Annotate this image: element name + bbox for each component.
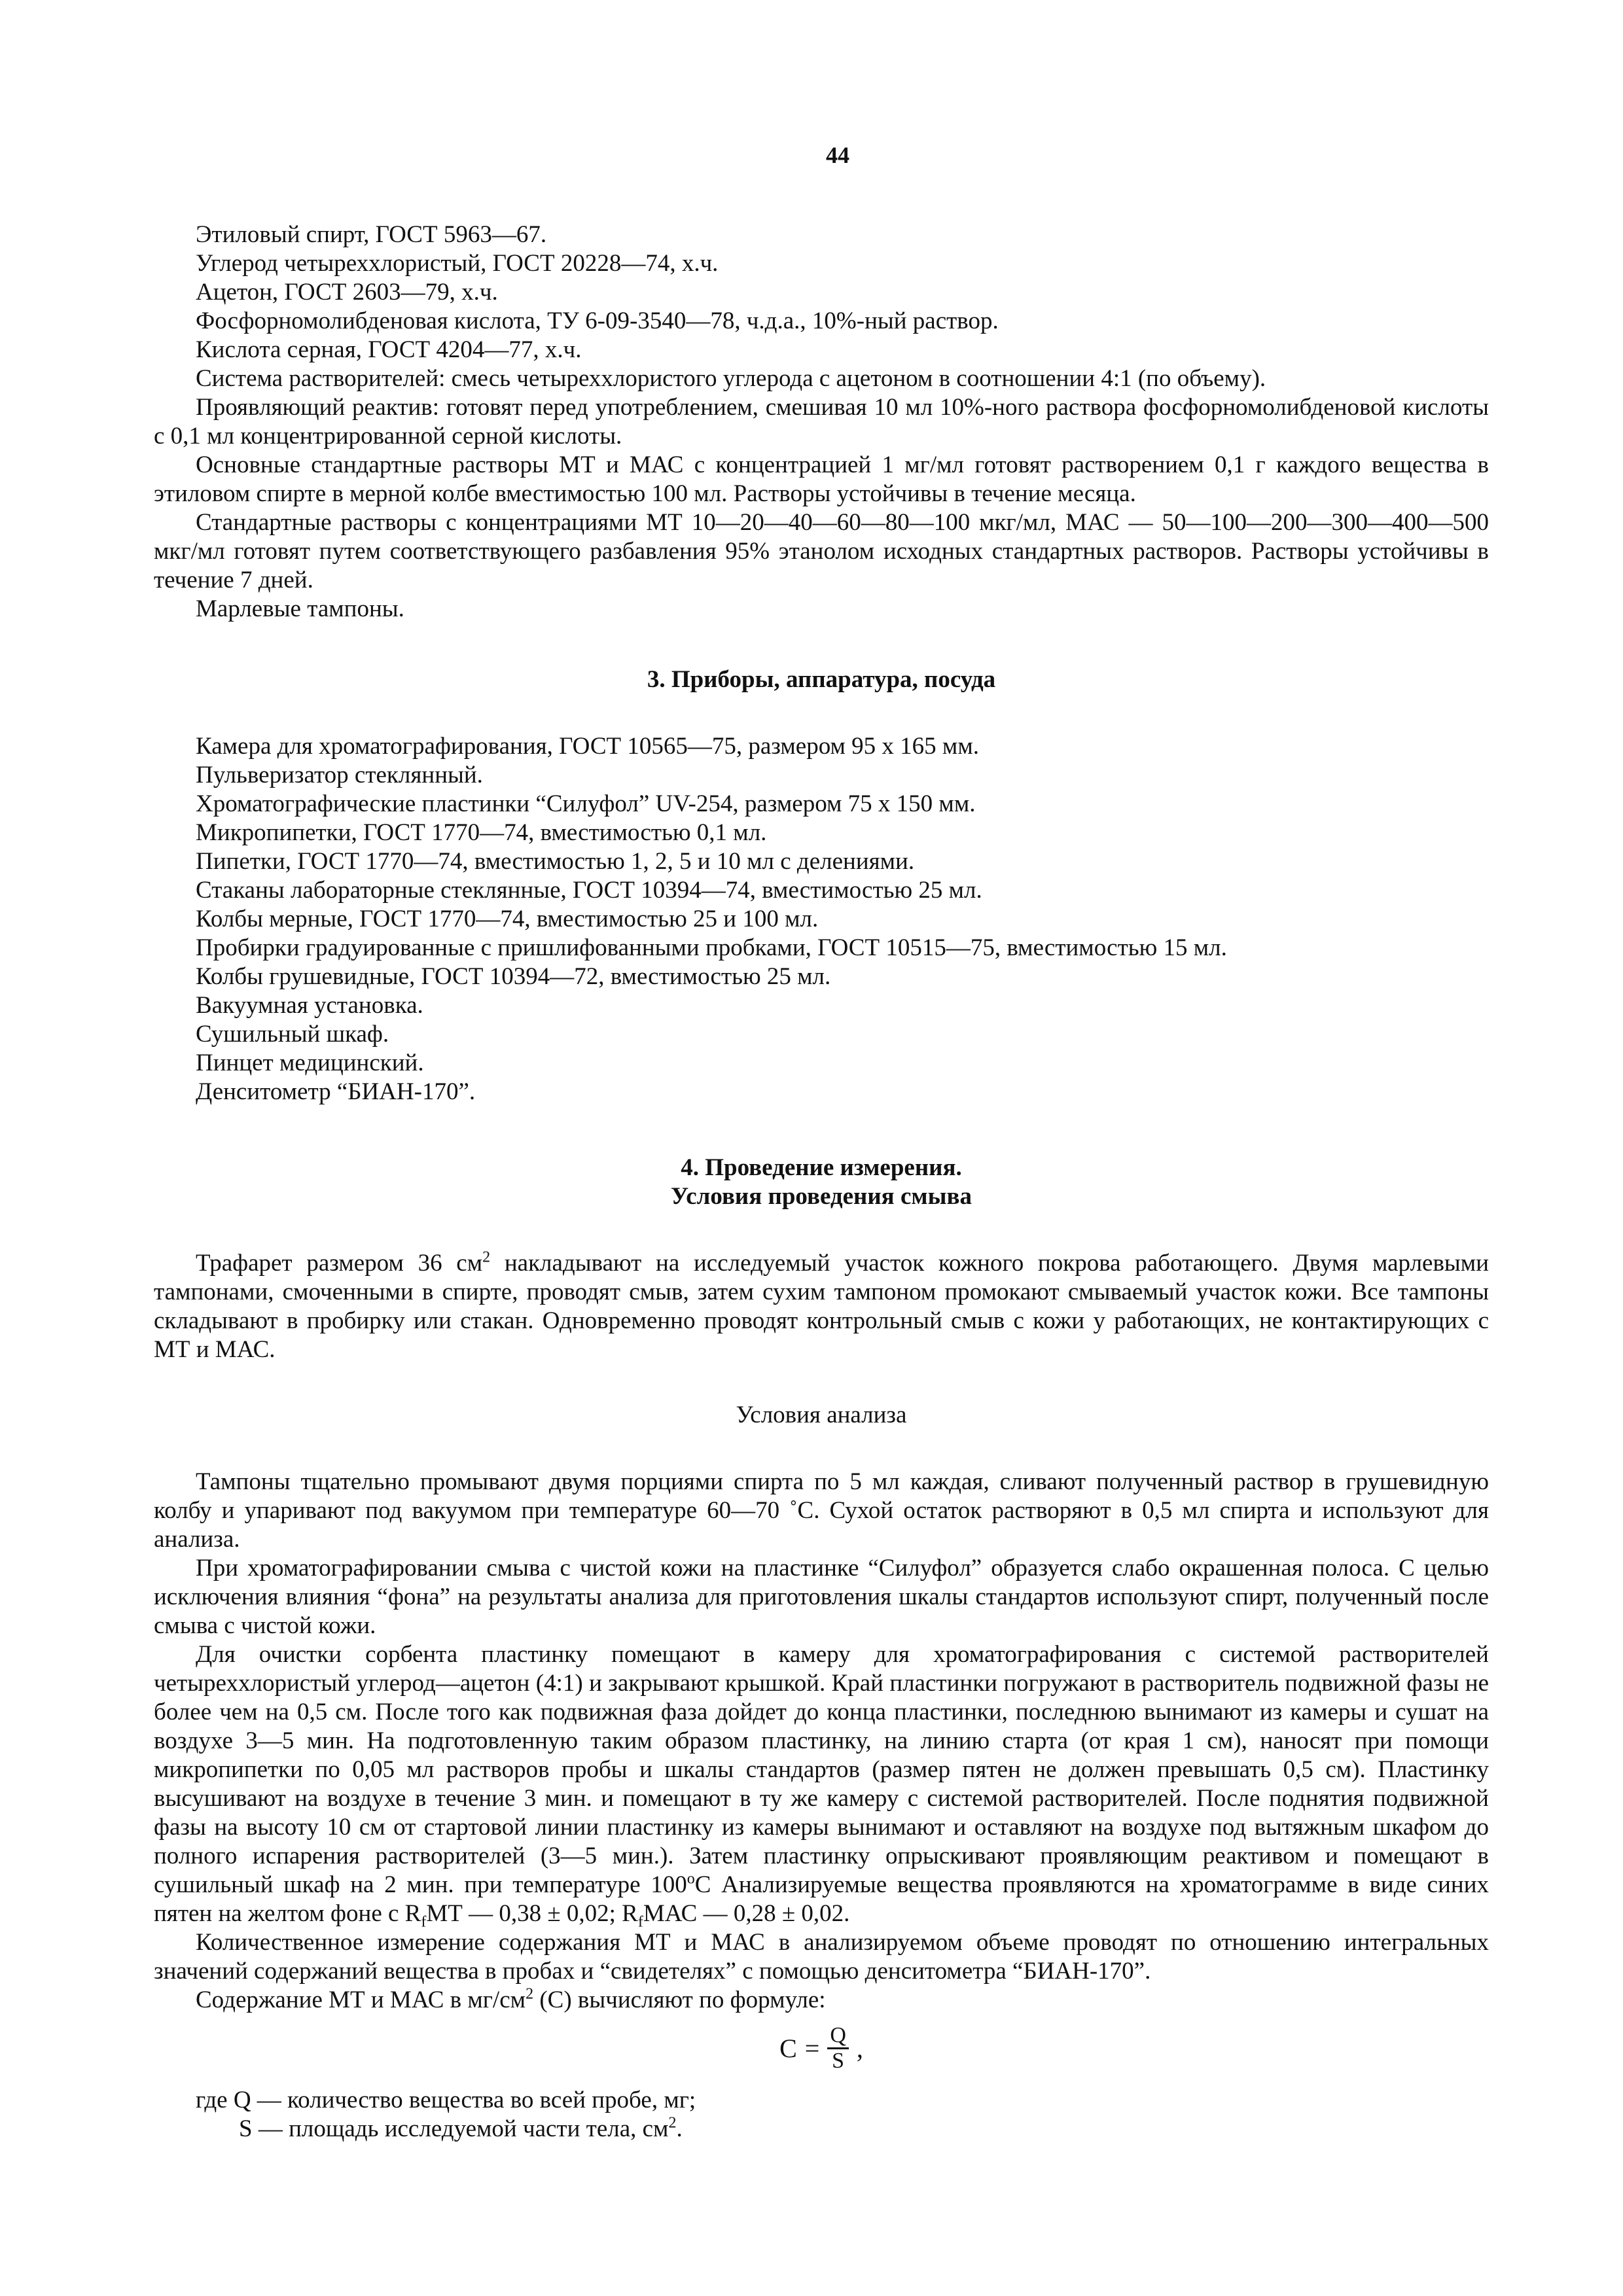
section-4-heading: 4. Проведение измерения. bbox=[681, 1154, 962, 1181]
analysis-paragraph: Для очистки сорбента пластинку помещают в камеру для хроматографирования с системой растворителей четыреххлористый углерод—ацетон (4:1) и закрывают крышкой. Край пластинки погружают в растворитель подвижной фазы не более чем на 0,5 см. После того как подвижная фаза дойдет до конца пластинки, последнюю вынимают из камеры и сушат на воздухе 3—5 мин. На подготовленную таким образом пластинку, на линию старта (от края 1 см), наносят при помощи микропипетки по 0,05 мл растворов пробы и шкалы стандартов (размер пятен не должен превышать 0,5 см). Пластинку высушивают на воздухе в течение 3 мин. и помещают в ту же камеру с системой растворителей. После поднятия подвижной фазы на высоту 10 см от стартовой линии пластинку из камеры вынимают и оставляют на воздухе под вытяжным шкафом до полного испарения растворителей (3—5 мин.). Затем пластинку опрыскивают проявляющим реактивом и помещают в сушильный шкаф на 2 мин. при температуре $100^оС$ Анализируемые вещества проявляются на хроматограмме в виде синих пятен на желтом фоне с $R_fМТ$ — 0,38 ± 0,02; $R_fМАС$ — 0,28 ± 0,02. bbox=[154, 1641, 1489, 1931]
reagent-item: Этиловый спирт, ГОСТ 5963—67. bbox=[196, 221, 547, 248]
formula-numerator: Q bbox=[827, 2024, 849, 2049]
formula-tail: , bbox=[856, 2033, 863, 2063]
reagent-list bbox=[154, 221, 1489, 393]
equipment-item: Сушильный шкаф. bbox=[196, 1021, 389, 1048]
equipment-list bbox=[154, 732, 1489, 1106]
equipment-item: Стаканы лабораторные стеклянные, ГОСТ 10394—74, вместимостью 25 мл. bbox=[196, 877, 982, 904]
gauze-line: Марлевые тампоны. bbox=[196, 595, 404, 622]
formula-fraction bbox=[827, 2024, 849, 2073]
reagent-item: Кислота серная, ГОСТ 4204—77, х.ч. bbox=[196, 336, 582, 363]
formula-lhs: С bbox=[779, 2033, 797, 2063]
equipment-item: Микропипетки, ГОСТ 1770—74, вместимостью 0,1 мл. bbox=[196, 819, 767, 846]
equipment-item: Пробирки градуированные с пришлифованными пробками, ГОСТ 10515—75, вместимостью 15 мл. bbox=[196, 934, 1227, 961]
formula-intro: Содержание МТ и МАС в $мг/см^2$ (С) вычисляют по формуле: bbox=[196, 1985, 826, 2013]
equipment-item: Пинцет медицинский. bbox=[196, 1050, 424, 1076]
where-q: где Q — количество вещества во всей пробе, мг; bbox=[196, 2087, 696, 2113]
equipment-item: Хроматографические пластинки “Силуфол” UV-254, размером 75 х 150 мм. bbox=[196, 790, 976, 817]
analysis-paragraph: При хроматографировании смыва с чистой кожи на пластинке “Силуфол” образуется слабо окрашенная полоса. С целью исключения влияния “фона” на результаты анализа для приготовления шкалы стандартов используют спирт, полученный после смыва с чистой кожи. bbox=[154, 1555, 1489, 1639]
equipment-item: Денситометр “БИАН-170”. bbox=[196, 1078, 476, 1105]
analysis-conditions-heading: Условия анализа bbox=[736, 1402, 907, 1428]
equipment-item: Вакуумная установка. bbox=[196, 992, 423, 1019]
reagent-item: Фосфорномолибденовая кислота, ТУ 6-09-3540—78, ч.д.а., 10%-ный раствор. bbox=[196, 308, 999, 334]
equipment-item: Пипетки, ГОСТ 1770—74, вместимостью 1, 2, 5 и 10 мл с делениями. bbox=[196, 848, 915, 875]
formula-equals: = bbox=[804, 2033, 820, 2063]
reagent-item: Ацетон, ГОСТ 2603—79, х.ч. bbox=[196, 279, 498, 306]
equipment-item: Камера для хроматографирования, ГОСТ 10565—75, размером 95 х 165 мм. bbox=[196, 733, 979, 760]
analysis-paragraph: Тампоны тщательно промывают двумя порциями спирта по 5 мл каждая, сливают полученный раствор в грушевидную колбу и упаривают под вакуумом при температуре 60—70 ˚С. Сухой остаток растворяют в 0,5 мл спирта и используют для анализа. bbox=[154, 1468, 1489, 1553]
equipment-item: Колбы мерные, ГОСТ 1770—74, вместимостью 25 и 100 мл. bbox=[196, 906, 819, 932]
analysis-paragraph: Количественное измерение содержания МТ и МАС в анализируемом объеме проводят по отношению интегральных значений содержаний вещества в пробах и “свидетелях” с помощью денситометра “БИАН-170”. bbox=[154, 1929, 1489, 1985]
where-s: S — площадь исследуемой части тела, $см^2$. bbox=[239, 2114, 683, 2142]
developer-reagent-paragraph: Проявляющий реактив: готовят перед употреблением, смешивая 10 мл 10%-ного раствора фосфорномолибденовой кислоты с 0,1 мл концентрированной серной кислоты. bbox=[154, 394, 1489, 450]
wash-conditions-heading: Условия проведения смыва bbox=[671, 1183, 972, 1210]
page-number: 44 bbox=[826, 142, 849, 168]
stock-solutions-paragraph: Основные стандартные растворы МТ и МАС с концентрацией 1 мг/мл готовят растворением 0,1 г каждого вещества в этиловом спирте в мерной колбе вместимостью 100 мл. Растворы устойчивы в течение месяца. bbox=[154, 451, 1489, 507]
equipment-item: Колбы грушевидные, ГОСТ 10394—72, вместимостью 25 мл. bbox=[196, 963, 831, 990]
wash-paragraph: Трафарет размером 36 $см^2$ накладывают на исследуемый участок кожного покрова работающего. Двумя марлевыми тампонами, смоченными в спирте, проводят смыв, затем сухим тампоном промокают смываемый участок кожи. Все тампоны складывают в пробирку или стакан. Одновременно проводят контрольный смыв с кожи у работающих, не контактирующих с МТ и МАС. bbox=[154, 1248, 1489, 1363]
document-page bbox=[154, 141, 1489, 2144]
formula-denominator: S bbox=[832, 2049, 845, 2073]
reagent-item: Система растворителей: смесь четыреххлористого углерода с ацетоном в соотношении 4:1 (по объему). bbox=[196, 365, 1266, 392]
reagent-item: Углерод четыреххлористый, ГОСТ 20228—74, х.ч. bbox=[196, 250, 719, 277]
equipment-item: Пульверизатор стеклянный. bbox=[196, 762, 483, 788]
section-3-heading: 3. Приборы, аппаратура, посуда bbox=[647, 666, 996, 693]
formula bbox=[154, 2024, 1489, 2073]
standard-solutions-paragraph: Стандартные растворы с концентрациями МТ 10—20—40—60—80—100 мкг/мл, МАС — 50—100—200—300—400—500 мкг/мл готовят путем соответствующего разбавления 95% этанолом исходных стандартных растворов. Растворы устойчивы в течение 7 дней. bbox=[154, 509, 1489, 593]
